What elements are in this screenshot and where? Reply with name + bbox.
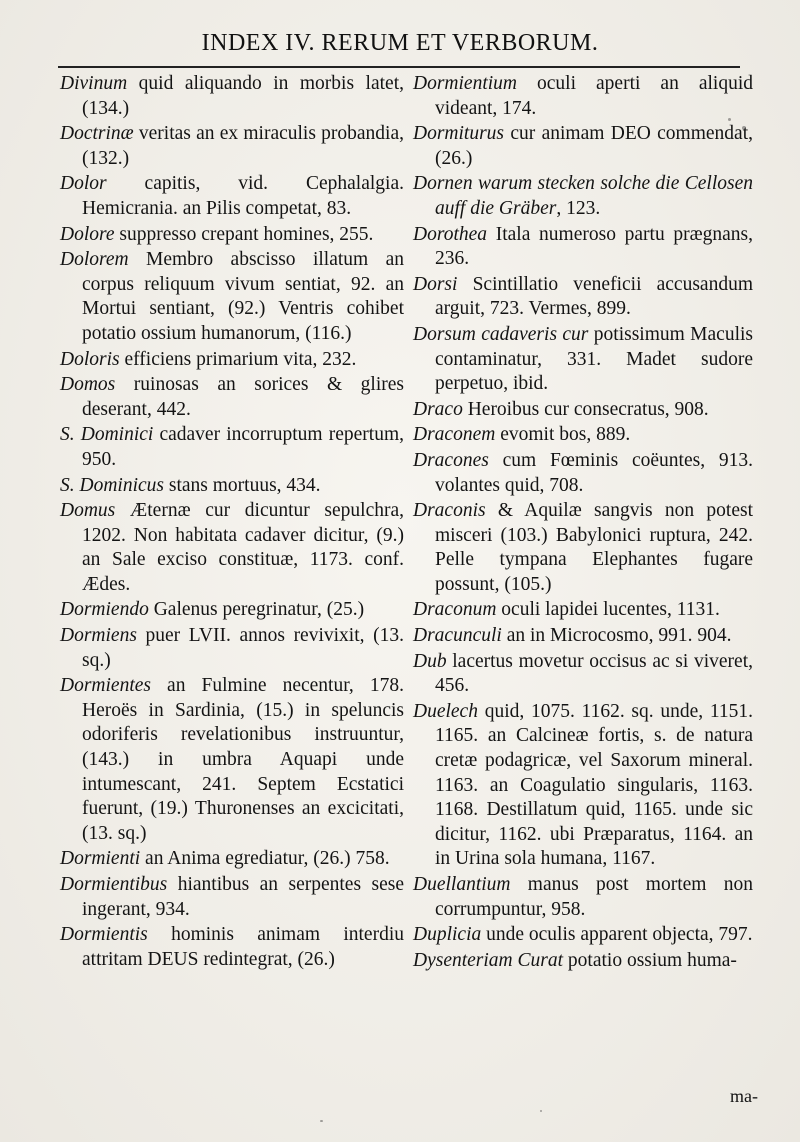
index-entry <box>413 323 753 397</box>
index-entry <box>60 172 404 221</box>
index-entry <box>413 398 753 423</box>
index-entry <box>413 122 753 171</box>
index-entry <box>413 273 753 322</box>
entry-text: quid aliquando in morbis latet, (134.) <box>82 73 404 119</box>
index-entry <box>60 223 404 248</box>
entry-text: an Fulmine necentur, 178. Heroës in Sardinia, (15.) in speluncis odoriferis revelationibus instruuntur, (143.) in umbra Aquapi unde intumescant, 241. Septem Ecstatici fuerunt, (19.) Thuronenses an excicitati, (13. sq.) <box>82 675 404 844</box>
entry-text: puer LVII. annos revivixit, (13. sq.) <box>82 625 404 671</box>
entry-text: cur animam DEO commendat, (26.) <box>435 123 753 169</box>
entry-headword: Dorsi <box>413 273 458 295</box>
index-entry <box>413 598 753 623</box>
entry-text: lacertus movetur occisus ac si viveret, 456. <box>435 650 753 697</box>
entry-text: potatio ossium huma- <box>563 949 737 971</box>
index-entry <box>60 873 404 922</box>
entry-headword: S. Dominicus <box>60 474 164 496</box>
entry-text: suppresso crepant homines, 255. <box>114 223 374 245</box>
entry-headword: Domus <box>60 500 116 522</box>
index-entry <box>413 624 753 649</box>
header-rule <box>58 66 740 68</box>
entry-text: stans mortuus, 434. <box>164 474 321 496</box>
index-entry <box>60 373 404 422</box>
entry-headword: Divinum <box>60 73 128 94</box>
left-column <box>60 72 404 973</box>
index-entry <box>60 598 404 623</box>
right-column <box>413 72 753 974</box>
entry-headword: Duellantium <box>413 874 511 895</box>
index-entry <box>413 923 753 948</box>
entry-headword: Doctrinæ <box>60 123 134 145</box>
entry-headword: Domos <box>60 374 116 396</box>
entry-headword: Dormientes <box>60 675 151 697</box>
index-entry <box>60 847 404 872</box>
entry-text: evomit bos, 889. <box>495 424 631 446</box>
index-entry <box>413 700 753 872</box>
entry-text: manus post mortem non corrumpuntur, 958. <box>435 874 753 920</box>
index-entry <box>413 172 753 221</box>
entry-headword: Doloris <box>60 348 120 370</box>
index-entry <box>413 873 753 922</box>
entry-text: oculi aperti an aliquid videant, 174. <box>435 73 753 119</box>
entry-text: Galenus peregrinatur, (25.) <box>148 599 365 621</box>
index-entry <box>60 499 404 597</box>
entry-text: efficiens primarium vita, 232. <box>119 348 357 370</box>
index-entry <box>60 674 404 846</box>
entry-text: Heroibus cur consecratus, 908. <box>462 398 709 420</box>
paper-speck <box>540 1110 542 1112</box>
entry-headword: Dolore <box>60 223 115 245</box>
paper-speck <box>728 118 731 121</box>
entry-text: unde oculis apparent objecta, 797. <box>481 924 753 946</box>
entry-headword: Dormiens <box>60 625 137 647</box>
entry-text: veritas an ex miraculis probandia, (132.) <box>82 123 404 169</box>
entry-text: an Anima egrediatur, (26.) 758. <box>140 848 390 870</box>
entry-text: capitis, vid. Cephalalgia. Hemicrania. an Pilis competat, 83. <box>82 173 404 219</box>
index-entry <box>413 449 753 498</box>
entry-text: quid, 1075. 1162. sq. unde, 1151. 1165. an Calcineæ fortis, s. de natura cretæ podagricæ, vel Saxorum mineral. 1163. an Coagulatio singularis, 1163. 1168. Destillatum quid, 1165. unde sic dicitur, 1162. ubi Præparatus, 1164. an in Urina sola humana, 1167. <box>435 700 753 870</box>
entry-headword: Draconem <box>413 424 496 446</box>
index-entry <box>60 72 404 121</box>
entry-text: , 123. <box>556 197 601 219</box>
entry-headword: Dub <box>413 650 447 672</box>
entry-headword: S. Dominici <box>60 424 154 446</box>
entry-text: Æternæ cur dicuntur sepulchra, 1202. Non habitata cadaver dicitur, (9.) an Sale exciso constituæ, 1173. conf. Ædes. <box>82 500 404 595</box>
index-entry <box>60 474 404 499</box>
entry-headword: Dornen warum stecken solche die Cellosen auff die Gräber <box>413 173 753 219</box>
index-entry <box>413 72 753 121</box>
index-entry <box>413 650 753 699</box>
entry-headword: Draconis <box>413 500 486 522</box>
index-entry <box>413 949 753 974</box>
entry-headword: Dormientium <box>413 73 517 94</box>
index-entry <box>413 223 753 272</box>
entry-text: oculi lapidei lucentes, 1131. <box>496 599 720 621</box>
entry-headword: Dolorem <box>60 249 129 271</box>
entry-text: Membro abscisso illatum an corpus reliquum vivum sentiat, 92. an Mortui sentiant, (92.) Ventris cohibet potatio ossium humanorum, (116.) <box>82 249 404 344</box>
entry-headword: Dracunculi <box>413 625 502 647</box>
entry-text: cadaver incorruptum repertum, 950. <box>82 424 404 470</box>
entry-text: & Aquilæ sangvis non potest misceri (103.) Babylonici ruptura, 242. Pelle tympana Elephantes fugare possunt, (105.) <box>435 500 753 595</box>
entry-headword: Dormientis <box>60 924 148 946</box>
entry-headword: Dorothea <box>413 223 488 245</box>
catchword: ma- <box>730 1086 758 1106</box>
entry-headword: Dormientibus <box>60 874 168 895</box>
entry-headword: Duplicia <box>413 924 482 946</box>
entry-text: hiantibus an serpentes sese ingerant, 934. <box>82 874 404 920</box>
index-entry <box>60 624 404 673</box>
entry-text: potissimum Maculis contaminatur, 331. Madet sudore perpetuo, ibid. <box>435 323 753 395</box>
index-entry <box>60 423 404 472</box>
entry-headword: Dormiendo <box>60 599 149 621</box>
entry-headword: Dormiturus <box>413 123 505 145</box>
paper-speck <box>320 1120 323 1122</box>
entry-headword: Draco <box>413 398 463 420</box>
entry-text: an in Microcosmo, 991. 904. <box>501 625 732 647</box>
index-entry <box>60 122 404 171</box>
entry-headword: Dysenteriam Curat <box>413 949 564 971</box>
index-entry <box>413 423 753 448</box>
entry-headword: Draconum <box>413 599 497 621</box>
entry-headword: Dorsum cadaveris cur <box>413 323 589 345</box>
entry-text: Itala numeroso partu prægnans, 236. <box>435 223 753 270</box>
paper-speck <box>742 126 746 130</box>
entry-text: ruinosas an sorices & glires deserant, 442. <box>82 374 404 420</box>
entry-headword: Dolor <box>60 173 107 195</box>
entry-text: Scintillatio veneficii accusandum arguit, 723. Vermes, 899. <box>435 273 753 320</box>
page-header: INDEX IV. RERUM ET VERBORUM. <box>201 30 599 56</box>
index-entry <box>60 348 404 373</box>
entry-headword: Dormienti <box>60 848 141 870</box>
entry-text: hominis animam interdiu attritam DEUS redintegrat, (26.) <box>82 924 404 970</box>
index-entry <box>60 923 404 972</box>
index-entry <box>60 248 404 346</box>
index-entry <box>413 499 753 597</box>
entry-headword: Duelech <box>413 700 478 722</box>
entry-text: cum Fœminis coëuntes, 913. volantes quid, 708. <box>435 449 753 496</box>
entry-headword: Dracones <box>413 449 489 471</box>
